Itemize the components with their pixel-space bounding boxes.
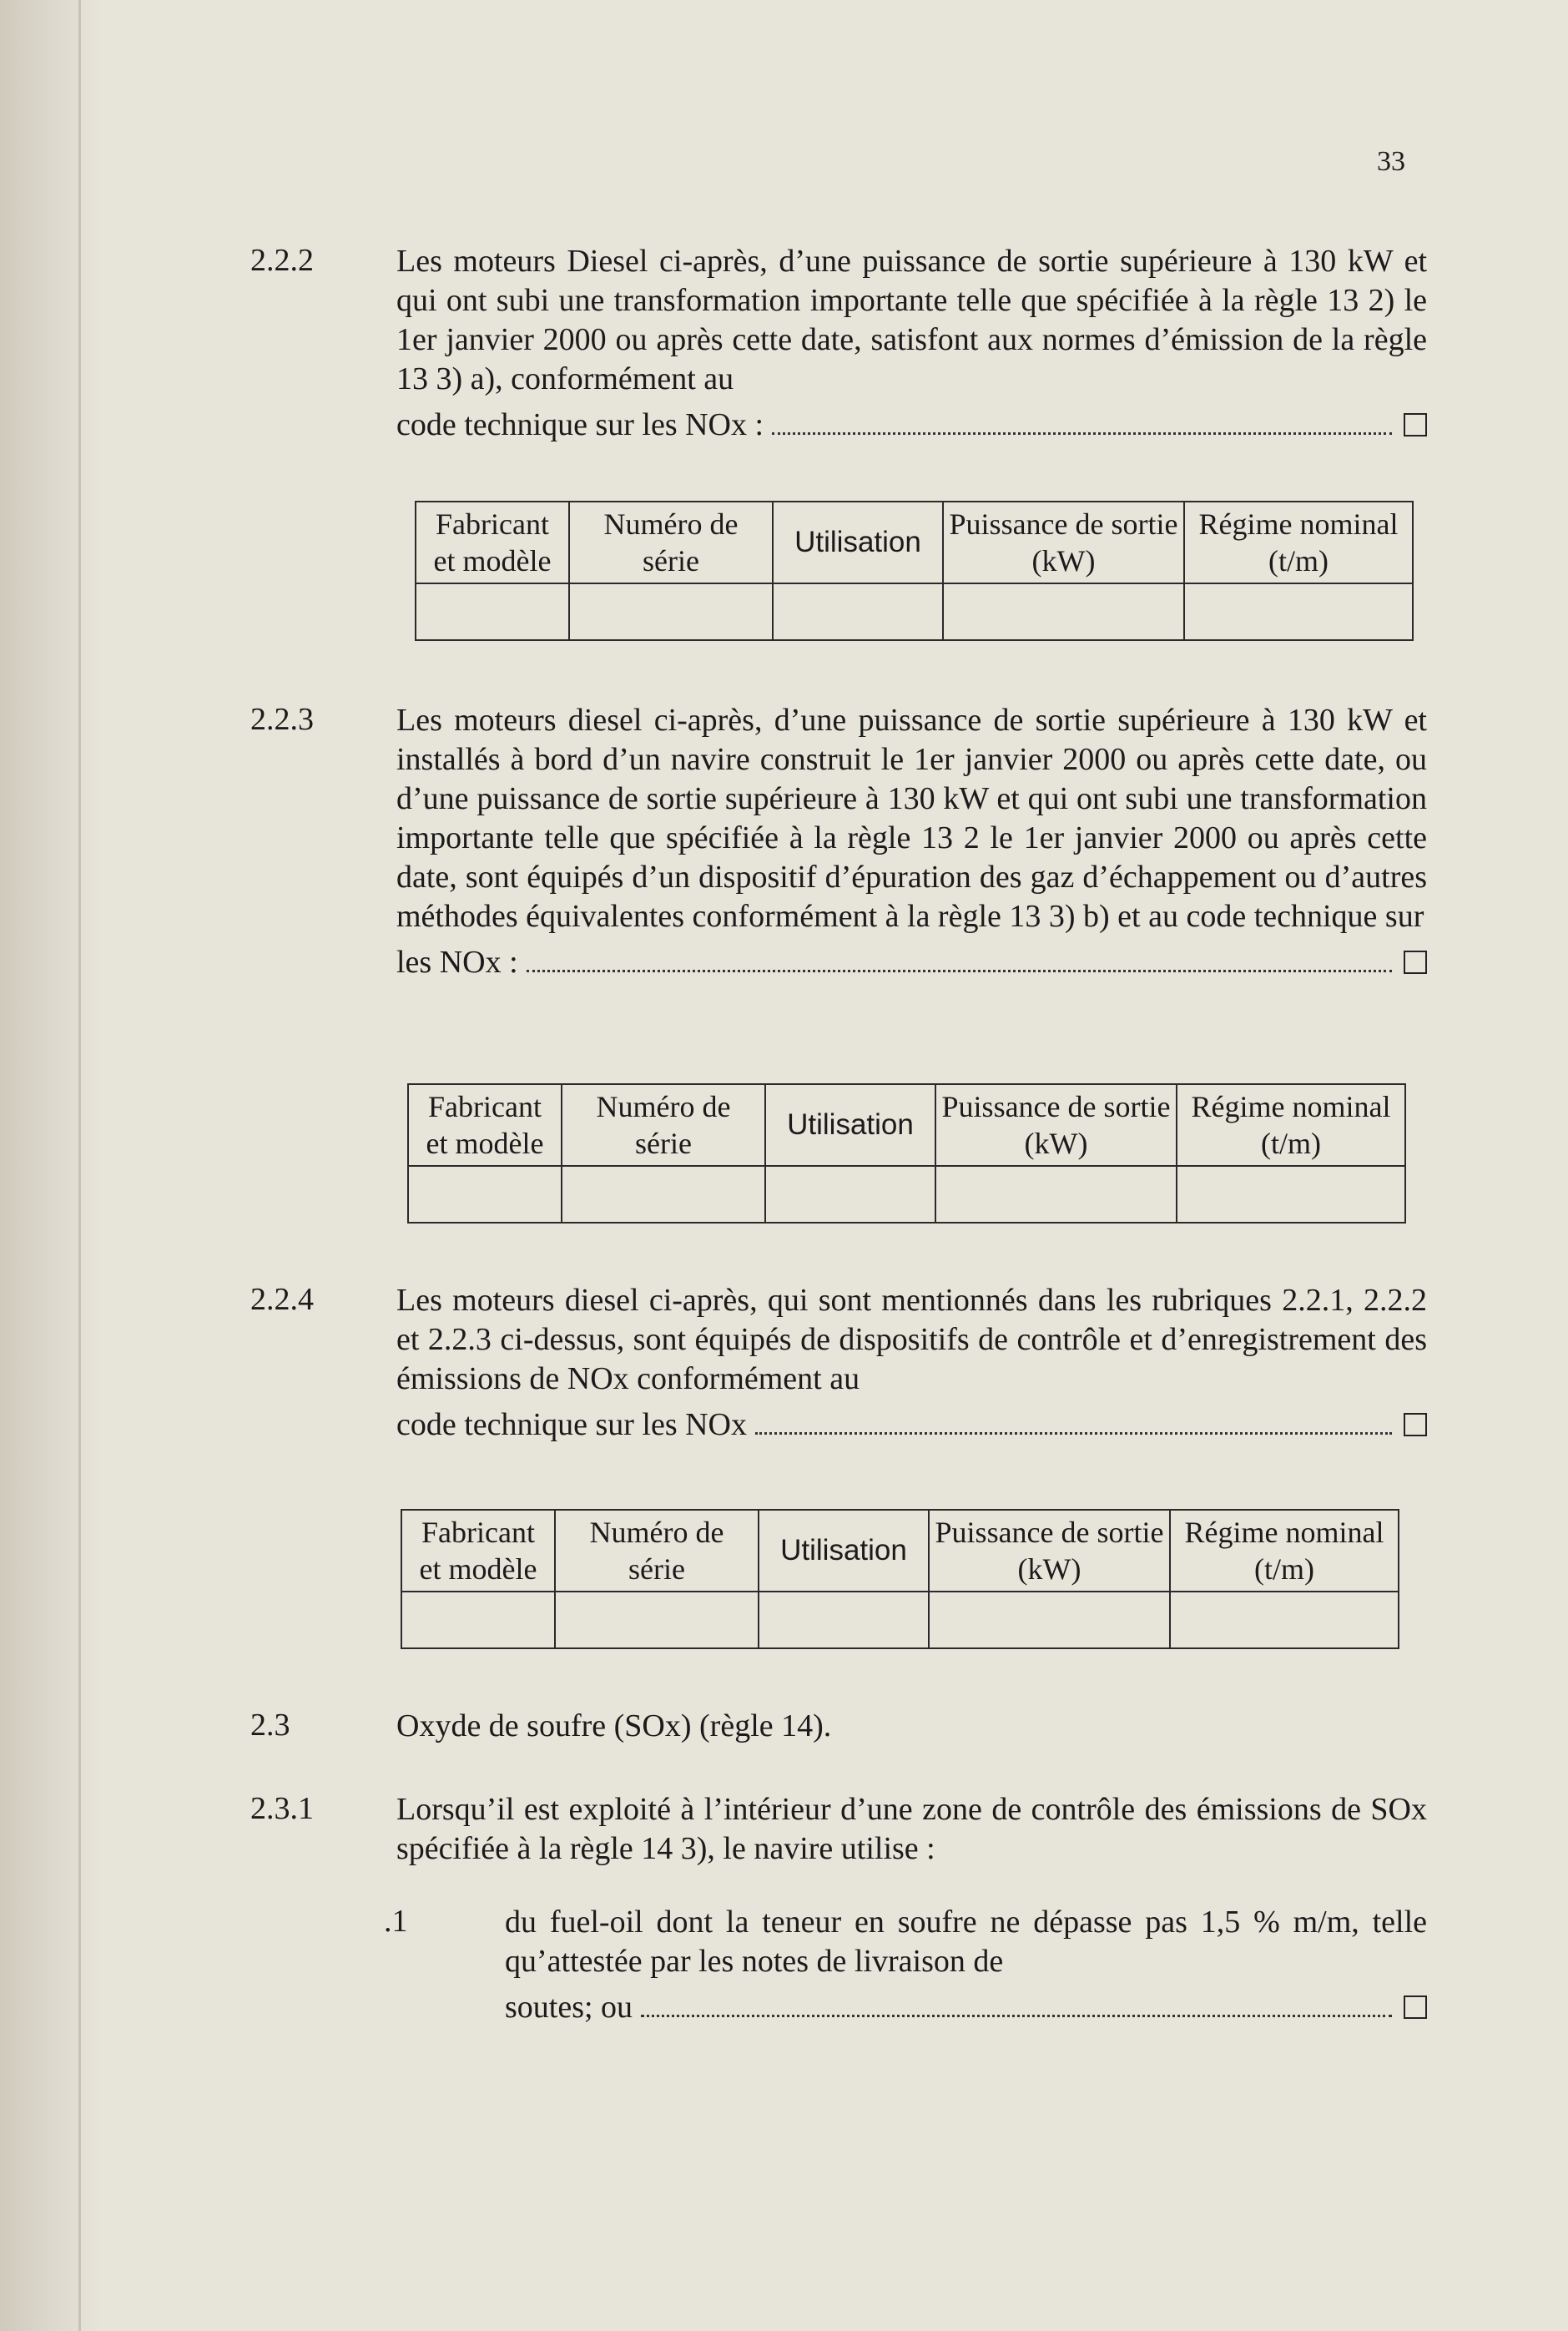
- leader-text: code technique sur les NOx :: [396, 407, 764, 442]
- table-cell[interactable]: [408, 1166, 562, 1223]
- table-cell[interactable]: [562, 1166, 765, 1223]
- table-cell[interactable]: [416, 583, 569, 640]
- leader-line: [396, 1405, 1427, 1445]
- header-puissance: Puissance de sortie (kW): [943, 502, 1184, 583]
- table-cell[interactable]: [1184, 583, 1413, 640]
- table-cell[interactable]: [1177, 1166, 1405, 1223]
- table-cell[interactable]: [935, 1166, 1177, 1223]
- header-regime: Régime nominal (t/m): [1170, 1510, 1399, 1592]
- section-number: 2.3: [250, 1708, 290, 1743]
- leader-text: les NOx :: [396, 945, 518, 980]
- leader-line: [505, 1988, 1427, 2027]
- table-cell[interactable]: [759, 1592, 929, 1648]
- checkbox-2-2-3[interactable]: [1404, 951, 1427, 974]
- item-body: [505, 1903, 1427, 2027]
- header-utilisation: Utilisation: [759, 1510, 929, 1592]
- section-text: Les moteurs diesel ci-après, qui sont mentionnés dans les rubriques 2.2.1, 2.2.2 et 2.2.3 ci-dessus, sont équipés de dispositifs de contrôle et d’enregistrement des émissions de NOx conformément au: [396, 1283, 1427, 1396]
- table-cell[interactable]: [765, 1166, 935, 1223]
- leader-text: soutes; ou: [505, 1990, 633, 2025]
- item-number: .1: [384, 1904, 408, 1939]
- header-numero: Numéro de série: [555, 1510, 759, 1592]
- table-cell[interactable]: [773, 583, 943, 640]
- table-cell[interactable]: [401, 1592, 555, 1648]
- table-cell[interactable]: [943, 583, 1184, 640]
- page-number: 33: [1377, 146, 1405, 177]
- section-body: [396, 1707, 1427, 1746]
- table-header-row: [401, 1510, 1399, 1592]
- header-utilisation: Utilisation: [765, 1084, 935, 1166]
- binding-edge: [78, 0, 81, 2331]
- table-cell[interactable]: [555, 1592, 759, 1648]
- table-header-row: [408, 1084, 1405, 1166]
- table-cell[interactable]: [1170, 1592, 1399, 1648]
- table-row: [401, 1592, 1399, 1648]
- dot-leader: [755, 1407, 1392, 1435]
- leader-line: [396, 943, 1427, 982]
- section-body: [396, 1281, 1427, 1445]
- header-fabricant: Fabricant et modèle: [416, 502, 569, 583]
- header-utilisation: Utilisation: [773, 502, 943, 583]
- checkbox-2-2-4[interactable]: [1404, 1413, 1427, 1436]
- section-text: Les moteurs Diesel ci-après, d’une puissance de sortie supérieure à 130 kW et qui ont subi une transformation importante telle que spécifiée à la règle 13 2) le 1er janvier 2000 ou après cette date, satisfont aux normes d’émission de la règle 13 3) a), conformément au: [396, 244, 1427, 396]
- section-body: [396, 701, 1427, 982]
- engine-table-2-2-2: [415, 501, 1414, 641]
- section-number: 2.2.4: [250, 1282, 314, 1317]
- section-number: 2.2.2: [250, 243, 314, 278]
- header-puissance: Puissance de sortie (kW): [929, 1510, 1170, 1592]
- checkbox-2-2-2[interactable]: [1404, 413, 1427, 436]
- engine-table-2-2-3: [407, 1083, 1406, 1224]
- engine-table-2-2-4: [401, 1509, 1399, 1649]
- table-row: [408, 1166, 1405, 1223]
- header-numero: Numéro de série: [562, 1084, 765, 1166]
- section-text: Lorsqu’il est exploité à l’intérieur d’une zone de contrôle des émissions de SOx spécifiée à la règle 14 3), le navire utilise :: [396, 1792, 1427, 1866]
- table-row: [416, 583, 1413, 640]
- header-regime: Régime nominal (t/m): [1184, 502, 1413, 583]
- section-text: Les moteurs diesel ci-après, d’une puissance de sortie supérieure à 130 kW et installés à bord d’un navire construit le 1er janvier 2000 ou après cette date, ou d’une puissance de sortie supérieure à 130 kW et qui ont subi une transformation importante telle que spécifiée à la règle 13 2 le 1er janvier 2000 ou après cette date, sont équipés d’un dispositif d’épuration des gaz d’échappement ou d’autres méthodes équivalentes conformément à la règle 13 3) b) et au code technique sur: [396, 703, 1427, 934]
- header-fabricant: Fabricant et modèle: [401, 1510, 555, 1592]
- section-body: [396, 1790, 1427, 1869]
- leader-text: code technique sur les NOx: [396, 1407, 747, 1442]
- dot-leader: [641, 1990, 1392, 2017]
- leader-line: [396, 406, 1427, 445]
- section-number: 2.2.3: [250, 702, 314, 737]
- dot-leader: [527, 945, 1392, 972]
- book-spine-shadow: [0, 0, 100, 2331]
- item-text: du fuel-oil dont la teneur en soufre ne dépasse pas 1,5 % m/m, telle qu’attestée par les notes de livraison de: [505, 1905, 1427, 1979]
- header-puissance: Puissance de sortie (kW): [935, 1084, 1177, 1166]
- dot-leader: [772, 407, 1392, 435]
- header-fabricant: Fabricant et modèle: [408, 1084, 562, 1166]
- section-body: [396, 242, 1427, 445]
- section-heading: Oxyde de soufre (SOx) (règle 14).: [396, 1708, 832, 1743]
- table-cell[interactable]: [569, 583, 773, 640]
- table-header-row: [416, 502, 1413, 583]
- section-number: 2.3.1: [250, 1791, 314, 1826]
- table-cell[interactable]: [929, 1592, 1170, 1648]
- header-regime: Régime nominal (t/m): [1177, 1084, 1405, 1166]
- header-numero: Numéro de série: [569, 502, 773, 583]
- checkbox-2-3-1-1[interactable]: [1404, 1995, 1427, 2019]
